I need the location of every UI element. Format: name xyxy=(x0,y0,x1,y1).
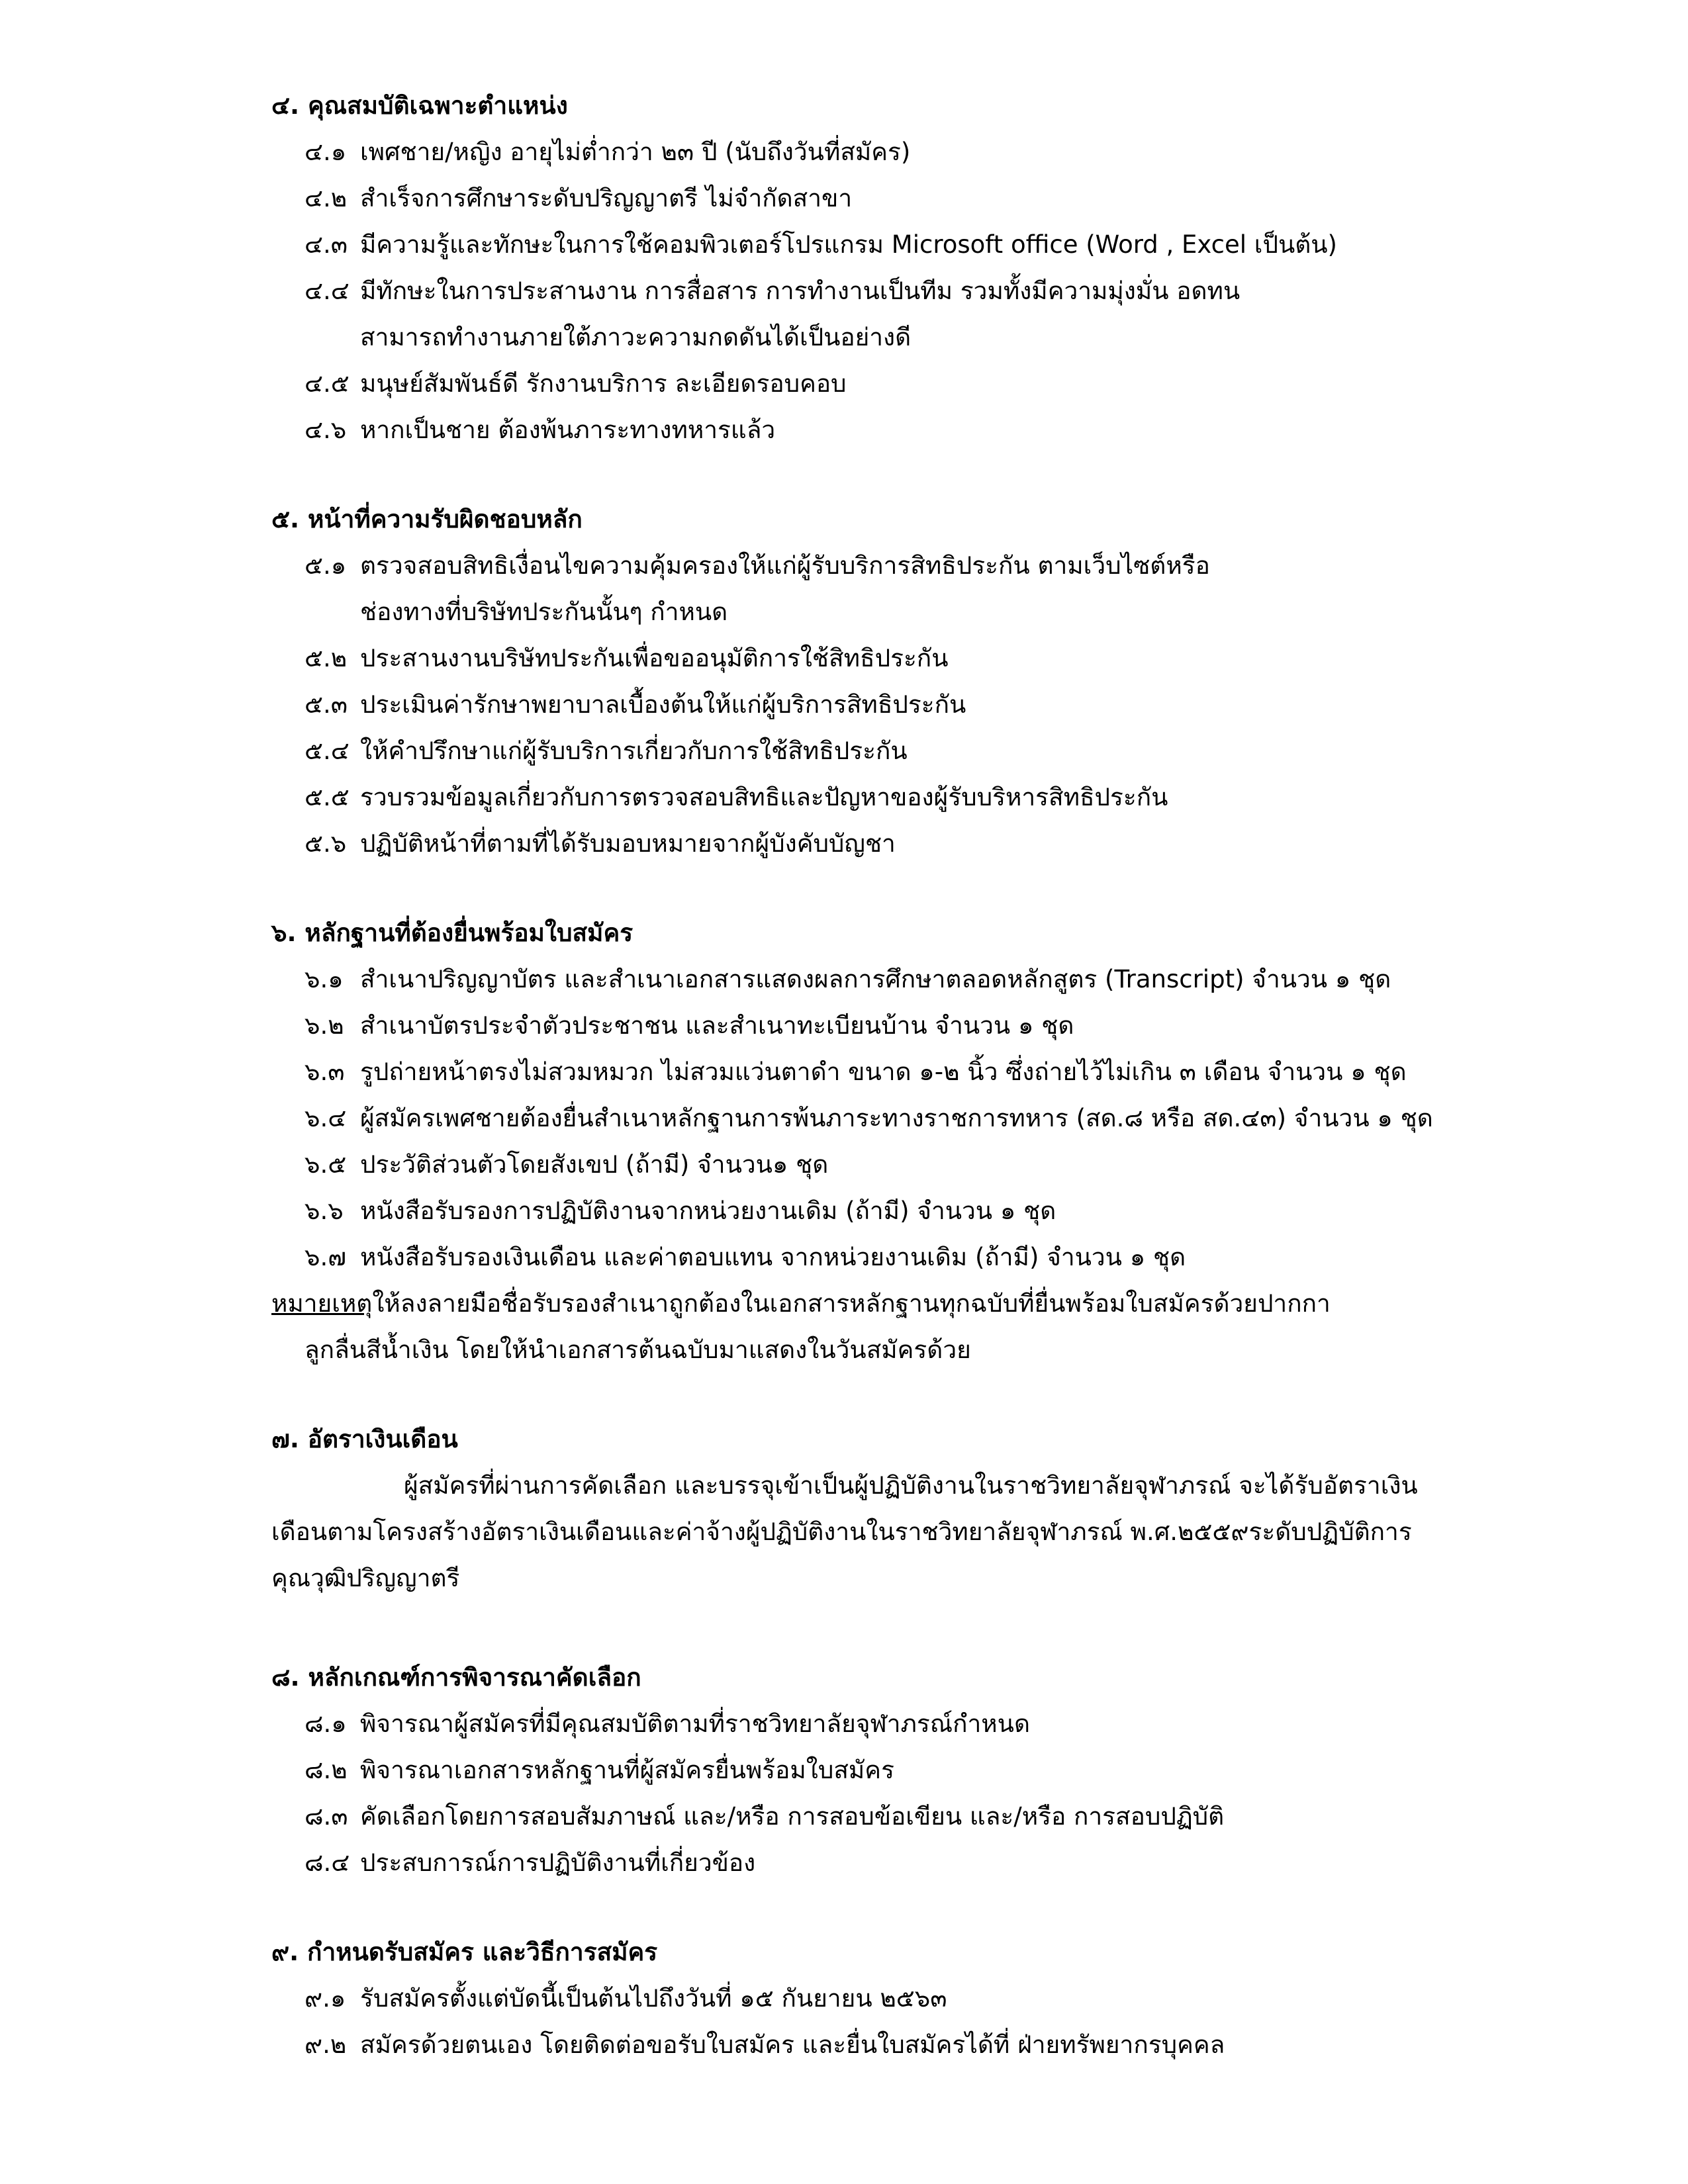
item-text: มีความรู้และทักษะในการใช้คอมพิวเตอร์โปรแกรม Microsoft office (Word , Excel เป็นต้น) xyxy=(360,230,1337,259)
item-number: ๙.๑ xyxy=(305,1984,346,2013)
item-number: ๔.๑ xyxy=(305,138,347,166)
item-text: ผู้สมัครเพศชายต้องยื่นสำเนาหลักฐานการพ้นภาระทางราชการทหาร (สด.๘ หรือ สด.๔๓) จำนวน ๑ ชุด xyxy=(360,1104,1433,1132)
item-text: เพศชาย/หญิง อายุไม่ต่ำกว่า ๒๓ ปี (นับถึงวันที่สมัคร) xyxy=(360,138,911,166)
section-heading: ๘. หลักเกณฑ์การพิจารณาคัดเลือก xyxy=(271,1663,641,1692)
list-item xyxy=(271,1188,1516,1234)
item-number: ๘.๒ xyxy=(305,1756,348,1784)
item-number: ๕.๔ xyxy=(305,737,350,765)
item-number: ๖.๗ xyxy=(305,1243,347,1271)
item-number: ๕.๓ xyxy=(305,690,348,719)
paragraph-line: ผู้สมัครที่ผ่านการคัดเลือก และบรรจุเข้าเป็นผู้ปฏิบัติงานในราชวิทยาลัยจุฬาภรณ์ จะได้รับอัตราเงิน xyxy=(404,1471,1418,1500)
item-text: ให้คำปรึกษาแก่ผู้รับบริการเกี่ยวกับการใช้สิทธิประกัน xyxy=(360,737,908,765)
item-number: ๖.๑ xyxy=(305,965,344,993)
item-text: สำเนาบัตรประจำตัวประชาชน และสำเนาทะเบียนบ้าน จำนวน ๑ ชุด xyxy=(360,1011,1074,1040)
item-number: ๔.๓ xyxy=(305,230,348,259)
item-text: พิจารณาเอกสารหลักฐานที่ผู้สมัครยื่นพร้อมใบสมัคร xyxy=(360,1756,894,1784)
note-continuation: ลูกลื่นสีน้ำเงิน โดยให้นำเอกสารต้นฉบับมาแสดงในวันสมัครด้วย xyxy=(305,1336,971,1364)
list-item xyxy=(271,635,1516,682)
item-number: ๖.๒ xyxy=(305,1011,344,1040)
item-text: สำเร็จการศึกษาระดับปริญญาตรี ไม่จำกัดสาขา xyxy=(360,184,853,212)
item-continuation: สามารถทำงานภายใต้ภาวะความกดดันได้เป็นอย่างดี xyxy=(360,323,912,351)
list-item xyxy=(271,1701,1516,1747)
list-item xyxy=(271,1142,1516,1188)
item-number: ๖.๖ xyxy=(305,1197,344,1225)
list-item xyxy=(271,1095,1516,1142)
list-item xyxy=(271,1976,1516,2022)
section-heading: ๙. กำหนดรับสมัคร และวิธีการสมัคร xyxy=(271,1938,658,1966)
list-item xyxy=(271,543,1516,589)
item-text: ประเมินค่ารักษาพยาบาลเบื้องต้นให้แก่ผู้บริการสิทธิประกัน xyxy=(360,690,966,719)
item-text: รูปถ่ายหน้าตรงไม่สวมหมวก ไม่สวมแว่นตาดำ ขนาด ๑-๒ นิ้ว ซึ่งถ่ายไว้ไม่เกิน ๓ เดือน จำนวน ๑ ชุด xyxy=(360,1058,1407,1086)
item-number: ๕.๑ xyxy=(305,551,347,580)
list-item xyxy=(271,129,1516,175)
item-text: สมัครด้วยตนเอง โดยติดต่อขอรับใบสมัคร และยื่นใบสมัครได้ที่ ฝ่ายทรัพยากรบุคคล xyxy=(360,2030,1225,2059)
item-continuation: ช่องทางที่บริษัทประกันนั้นๆ กำหนด xyxy=(360,598,728,626)
list-item xyxy=(271,1234,1516,1281)
list-item xyxy=(271,1049,1516,1095)
list-item xyxy=(271,1794,1516,1840)
item-text: หากเป็นชาย ต้องพ้นภาระทางทหารแล้ว xyxy=(360,416,776,444)
item-text: รวบรวมข้อมูลเกี่ยวกับการตรวจสอบสิทธิและปัญหาของผู้รับบริหารสิทธิประกัน xyxy=(360,783,1168,811)
list-item xyxy=(271,1840,1516,1886)
list-item xyxy=(271,774,1516,821)
list-item xyxy=(271,728,1516,774)
item-text: หนังสือรับรองเงินเดือน และค่าตอบแทน จากหน่วยงานเดิม (ถ้ามี) จำนวน ๑ ชุด xyxy=(360,1243,1186,1271)
list-item xyxy=(271,222,1516,268)
item-text: พิจารณาผู้สมัครที่มีคุณสมบัติตามที่ราชวิทยาลัยจุฬาภรณ์กำหนด xyxy=(360,1709,1030,1738)
item-number: ๘.๔ xyxy=(305,1848,350,1877)
list-item xyxy=(271,1747,1516,1794)
item-text: มนุษย์สัมพันธ์ดี รักงานบริการ ละเอียดรอบคอบ xyxy=(360,369,847,398)
paragraph-line: คุณวุฒิปริญญาตรี xyxy=(271,1564,460,1592)
item-text: คัดเลือกโดยการสอบสัมภาษณ์ และ/หรือ การสอบข้อเขียน และ/หรือ การสอบปฏิบัติ xyxy=(360,1802,1225,1831)
item-text: ประสบการณ์การปฏิบัติงานที่เกี่ยวข้อง xyxy=(360,1848,756,1877)
item-number: ๖.๔ xyxy=(305,1104,347,1132)
section-heading: ๕. หน้าที่ความรับผิดชอบหลัก xyxy=(271,505,583,533)
item-text: ประสานงานบริษัทประกันเพื่อขออนุมัติการใช้สิทธิประกัน xyxy=(360,644,949,672)
list-item xyxy=(271,268,1516,314)
item-number: ๔.๒ xyxy=(305,184,348,212)
note-label: หมายเหตุ xyxy=(271,1289,373,1318)
item-number: ๘.๑ xyxy=(305,1709,347,1738)
section-salary xyxy=(271,1416,1516,1602)
list-item xyxy=(271,361,1516,407)
list-item xyxy=(271,407,1516,453)
list-item xyxy=(271,175,1516,222)
paragraph-line: เดือนตามโครงสร้างอัตราเงินเดือนและค่าจ้างผู้ปฏิบัติงานในราชวิทยาลัยจุฬาภรณ์ พ.ศ.๒๕๕๙ระดับปฏิบัติการ xyxy=(271,1518,1412,1546)
item-text: ประวัติส่วนตัวโดยสังเขป (ถ้ามี) จำนวน๑ ชุด xyxy=(360,1150,829,1179)
list-item xyxy=(271,1003,1516,1049)
item-number: ๔.๕ xyxy=(305,369,350,398)
section-heading: ๖. หลักฐานที่ต้องยื่นพร้อมใบสมัคร xyxy=(271,919,633,947)
item-text: มีทักษะในการประสานงาน การสื่อสาร การทำงานเป็นทีม รวมทั้งมีความมุ่งมั่น อดทน xyxy=(360,277,1241,305)
item-number: ๔.๖ xyxy=(305,416,347,444)
item-text: ตรวจสอบสิทธิเงื่อนไขความคุ้มครองให้แก่ผู้รับบริการสิทธิประกัน ตามเว็บไซต์หรือ xyxy=(360,551,1210,580)
item-number: ๘.๓ xyxy=(305,1802,348,1831)
note xyxy=(271,1281,1516,1327)
item-number: ๕.๒ xyxy=(305,644,348,672)
item-text: สำเนาปริญญาบัตร และสำเนาเอกสารแสดงผลการศึกษาตลอดหลักสูตร (Transcript) จำนวน ๑ ชุด xyxy=(360,965,1391,993)
salary-paragraph xyxy=(271,1463,1516,1602)
note-text: ให้ลงลายมือชื่อรับรองสำเนาถูกต้องในเอกสารหลักฐานทุกฉบับที่ยื่นพร้อมใบสมัครด้วยปากกา xyxy=(372,1289,1331,1318)
list-item xyxy=(271,821,1516,867)
item-number: ๙.๒ xyxy=(305,2030,347,2059)
item-number: ๕.๕ xyxy=(305,783,350,811)
item-number: ๖.๕ xyxy=(305,1150,347,1179)
item-number: ๔.๔ xyxy=(305,277,350,305)
section-selection-criteria xyxy=(271,1655,1516,1886)
item-number: ๖.๓ xyxy=(305,1058,345,1086)
item-text: หนังสือรับรองการปฏิบัติงานจากหน่วยงานเดิม (ถ้ามี) จำนวน ๑ ชุด xyxy=(360,1197,1056,1225)
section-heading: ๗. อัตราเงินเดือน xyxy=(271,1425,458,1453)
list-item xyxy=(271,682,1516,728)
item-text: รับสมัครตั้งแต่บัดนี้เป็นต้นไปถึงวันที่ ๑๕ กันยายน ๒๕๖๓ xyxy=(360,1984,947,2013)
item-number: ๕.๖ xyxy=(305,829,347,858)
section-responsibilities xyxy=(271,496,1516,867)
section-required-documents xyxy=(271,910,1516,1373)
list-item xyxy=(271,956,1516,1003)
section-heading: ๔. คุณสมบัติเฉพาะตำแหน่ง xyxy=(271,91,568,120)
list-item xyxy=(271,2022,1516,2068)
section-qualifications xyxy=(271,83,1516,453)
section-application xyxy=(271,1929,1516,2068)
item-text: ปฏิบัติหน้าที่ตามที่ได้รับมอบหมายจากผู้บังคับบัญชา xyxy=(360,829,896,858)
